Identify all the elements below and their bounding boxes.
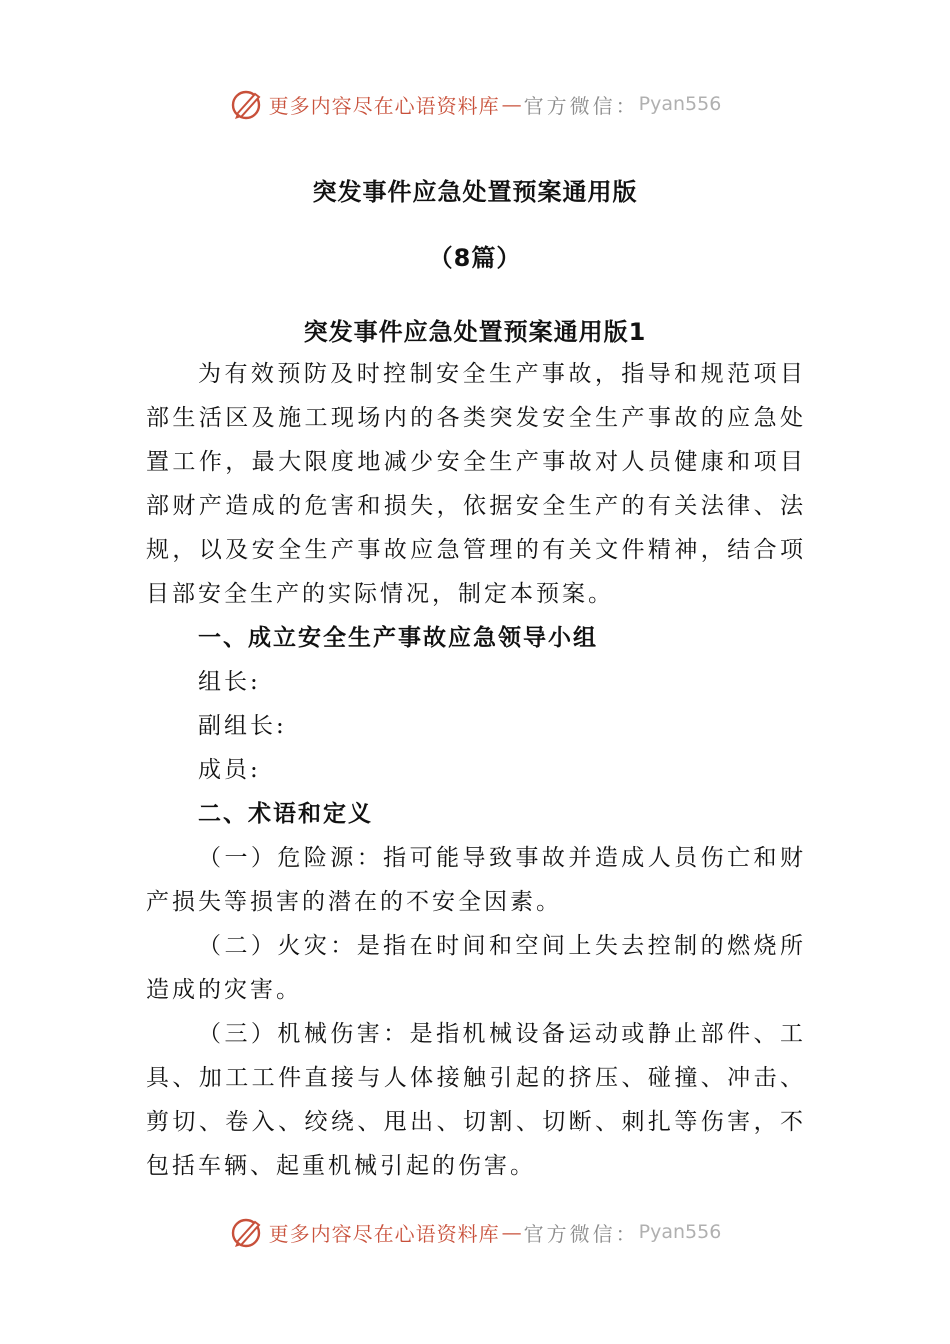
definition-fire: （二）火灾：是指在时间和空间上失去控制的燃烧所造成的灾害。 [146, 933, 806, 1003]
members-line: 成员: [198, 757, 261, 783]
definition-hazard: （一）危险源：指可能导致事故并造成人员伤亡和财产损失等损害的潜在的不安全因素。 [146, 845, 806, 915]
pen-logo-icon [229, 1214, 265, 1250]
leader-line: 组长: [198, 669, 261, 695]
watermark-grey-text: 官方微信： [523, 1221, 639, 1246]
watermark-grey-text: 官方微信： [523, 93, 639, 118]
watermark-wechat-id: Pyan556 [638, 1221, 722, 1243]
intro-paragraph: 为有效预防及时控制安全生产事故，指导和规范项目部生活区及施工现场内的各类突发安全生产事故的应急处置工作，最大限度地减少安全生产事故对人员健康和项目部财产造成的危害和损失，依据安全生产的有关法律、法规，以及安全生产事故应急管理的有关文件精神，结合项目部安全生产的实际情况，制定本预案。 [146, 361, 806, 607]
heading-leadership-group: 一、成立安全生产事故应急领导小组 [198, 625, 598, 651]
watermark-dash: — [501, 92, 522, 116]
count-label: （8篇） [428, 244, 522, 272]
watermark-dash: — [501, 1220, 522, 1244]
heading-terms: 二、术语和定义 [198, 801, 373, 827]
main-title: 突发事件应急处置预案通用版 [312, 178, 638, 206]
section-title: 突发事件应急处置预案通用版1 [303, 318, 647, 346]
watermark-footer [0, 1212, 950, 1252]
document-body [146, 352, 806, 1188]
watermark-header [0, 84, 950, 124]
pen-logo-icon [229, 86, 265, 122]
watermark-wechat-id: Pyan556 [638, 93, 722, 115]
watermark-red-text: 更多内容尽在心语资料库 [268, 93, 500, 118]
deputy-line: 副组长: [198, 713, 287, 739]
definition-mechanical-injury: （三）机械伤害：是指机械设备运动或静止部件、工具、加工工件直接与人体接触引起的挤压、碰撞、冲击、剪切、卷入、绞绕、甩出、切割、切断、刺扎等伤害，不包括车辆、起重机械引起的伤害。 [146, 1021, 806, 1179]
watermark-red-text: 更多内容尽在心语资料库 [268, 1221, 500, 1246]
